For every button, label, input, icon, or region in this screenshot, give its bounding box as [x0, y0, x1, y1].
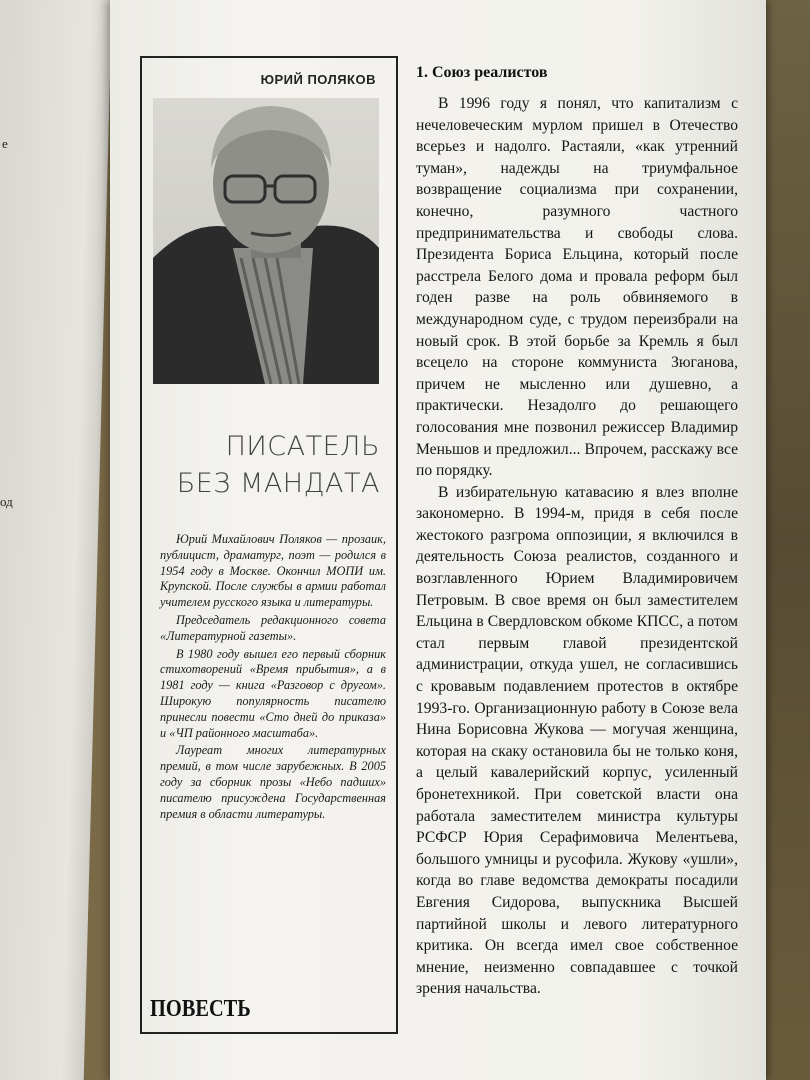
bio-paragraph: Лауреат многих литературных премий, в том числе зарубежных. В 2005 году за сборник прозы «Небо падших» писателю присуждена Государственная премия в области литературы.	[160, 743, 386, 821]
author-name: ЮРИЙ ПОЛЯКОВ	[260, 72, 376, 87]
headline-line-2: БЕЗ МАНДАТА	[176, 468, 380, 499]
left-page-fragment: од	[0, 494, 13, 509]
bio-paragraph: В 1980 году вышел его первый сборник стихотворений «Время прибытия», а в 1981 году — книга «Разговор с другом». Широкую популярность писателю принесли повести «Сто дней до приказа» и «ЧП районного масштаба».	[160, 646, 386, 740]
genre-label: ПОВЕСТЬ	[150, 996, 251, 1022]
bio-paragraph: Юрий Михайлович Поляков — прозаик, публицист, драматург, поэт — родился в 1954 году в Москве. Окончил МОПИ им. Крупской. После службы в армии работал учителем русского языка и литературы.	[160, 532, 386, 610]
author-bio	[160, 532, 386, 824]
article-paragraph: В 1996 году я понял, что капитализм с нечеловеческим мурлом пришел в Отечество всерьез и надолго. Растаяли, «как утренний туман», надежды на триумфальное возвращение социализма при сохранении, конечно, разумного частного предпринимательства и свободы слова. Президента Бориса Ельцина, который после расстрела Белого дома и провала реформ был годен разве на роль обвиняемого в международном суде, с трудом переизбрали на новый срок. В этой борьбе за Кремль я был всецело на стороне коммуниста Зюганова, причем не мысленно или душевно, а практически. Незадолго до решающего голосования мне позвонил режиссер Владимир Меньшов и предложил... Впрочем, расскажу все по порядку.	[416, 95, 738, 480]
author-photo	[153, 98, 379, 384]
section-title: 1. Союз реалистов	[416, 64, 548, 81]
left-page-edge	[0, 0, 112, 1080]
article-body	[416, 93, 738, 1000]
headline-line-1: ПИСАТЕЛЬ	[225, 431, 380, 462]
left-page-fragment: е	[2, 136, 8, 151]
article-paragraph: В избирательную катавасию я влез вполне закономерно. В 1994-м, придя в себя после жестокого разгрома оппозиции, я включился в деятельность Союза реалистов, созданного и возглавленного Юрием Владимировичем Петровым. В свое время он был заместителем Ельцина в Свердловском обкоме КПСС, а потом стал первым главой президентской администрации, откуда ушел, не согласившись с кровавым подавлением протестов в октябре 1993-го. Организационную работу в Союзе вела Нина Борисовна Жукова — могучая женщина, которая на скаку остановила бы не только коня, а целый кавалерийский корпус, усиленный бронетехникой. При советской власти она работала заместителем министра культуры РСФСР Юрия Серафимовича Мелентьева, большого умницы и русофила. Жукову «ушли», когда во главе ведомства демократы посадили Евгения Сидорова, выпускника Высшей партийной школы и левого литературного критика. Он всегда имел свое собственное мнение, неизменно совпадавшее с точкой зрения начальства.	[416, 483, 738, 998]
bio-paragraph: Председатель редакционного совета «Литературной газеты».	[160, 612, 386, 643]
author-sidebar	[140, 56, 398, 1034]
headline	[142, 428, 380, 502]
book-page	[110, 0, 766, 1080]
